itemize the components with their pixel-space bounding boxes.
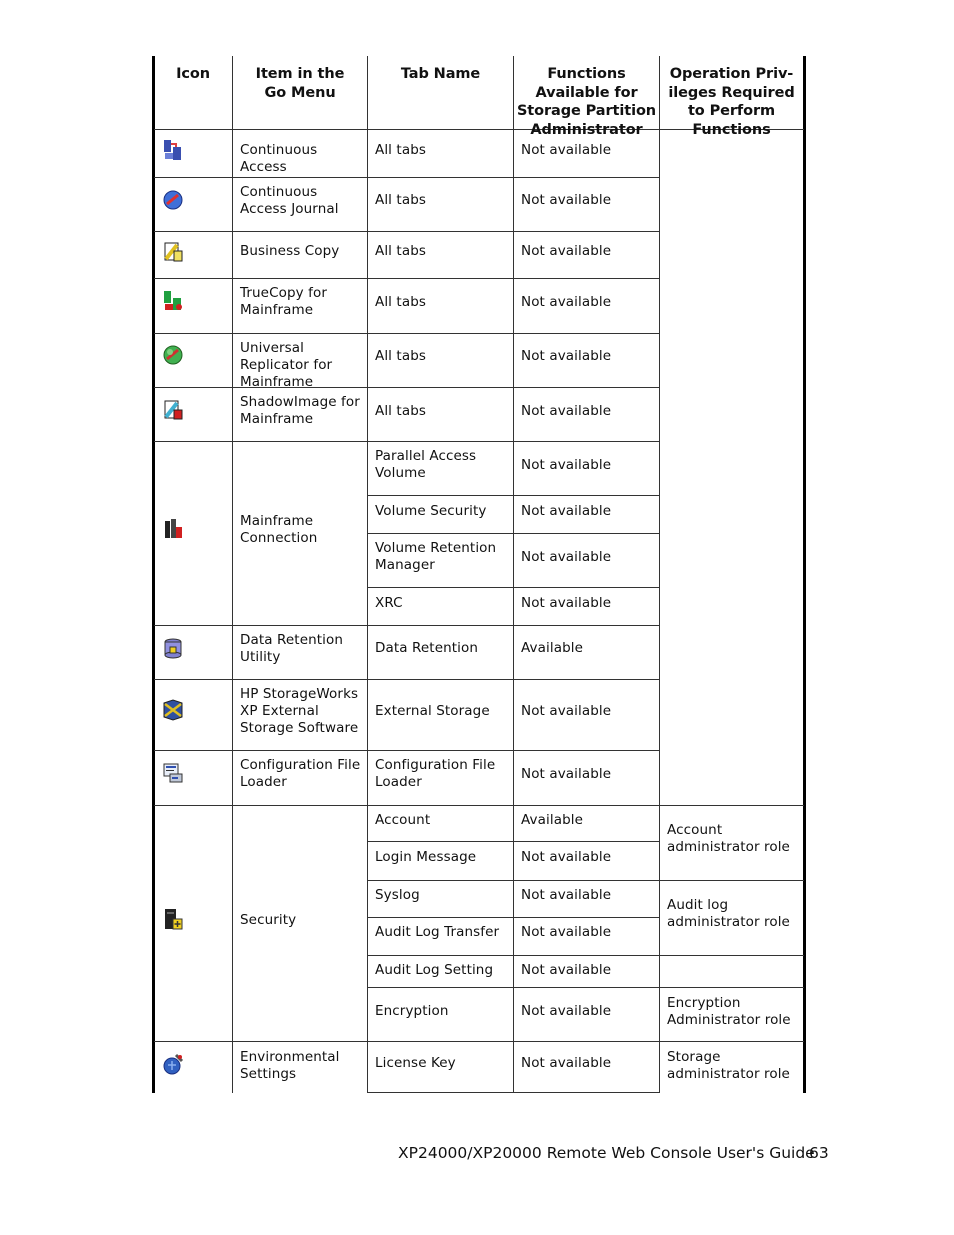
function-not-available: Not available bbox=[521, 243, 612, 259]
row-sep bbox=[154, 387, 659, 388]
tab-configuration-file-loader: Configuration File Loader bbox=[375, 757, 496, 790]
item-shadowimage-mainframe: ShadowImage for Mainframe bbox=[240, 394, 360, 427]
header-functions: Functions Available for Storage Partition Administrator bbox=[516, 66, 657, 138]
shadowimage-mainframe-icon bbox=[162, 399, 184, 421]
privilege-audit-log-admin: Audit log administrator role bbox=[667, 897, 790, 930]
item-mainframe-connection: Mainframe Connection bbox=[240, 513, 318, 546]
row-sep bbox=[367, 917, 659, 918]
environmental-settings-icon bbox=[162, 1053, 184, 1075]
row-sep bbox=[154, 625, 659, 626]
tab-xrc: XRC bbox=[375, 595, 403, 611]
continuous-access-journal-icon bbox=[162, 189, 184, 211]
page-number: 63 bbox=[809, 1144, 829, 1162]
tab-all-tabs: All tabs bbox=[375, 192, 426, 208]
row-sep bbox=[154, 750, 659, 751]
tab-data-retention: Data Retention bbox=[375, 640, 479, 656]
mainframe-connection-icon bbox=[162, 518, 184, 540]
row-sep bbox=[367, 533, 659, 534]
privilege-account-admin: Account administrator role bbox=[667, 822, 790, 855]
function-not-available: Not available bbox=[521, 595, 612, 611]
row-sep bbox=[367, 987, 804, 988]
function-not-available: Not available bbox=[521, 766, 612, 782]
row-sep bbox=[367, 841, 659, 842]
row-sep bbox=[154, 231, 659, 232]
tab-account: Account bbox=[375, 812, 431, 828]
item-configuration-file-loader: Configuration File Loader bbox=[240, 757, 361, 790]
function-not-available: Not available bbox=[521, 962, 612, 978]
col-sep bbox=[659, 56, 660, 1093]
tab-license-key: License Key bbox=[375, 1055, 456, 1071]
function-not-available: Not available bbox=[521, 703, 612, 719]
row-sep bbox=[154, 177, 659, 178]
row-sep bbox=[154, 441, 659, 442]
function-not-available: Not available bbox=[521, 1055, 612, 1071]
header-privileges: Operation Priv- ileges Required to Perform Functions bbox=[668, 66, 795, 138]
function-not-available: Not available bbox=[521, 503, 612, 519]
col-sep bbox=[513, 56, 514, 1093]
data-retention-icon bbox=[162, 637, 184, 659]
footer-title: XP24000/XP20000 Remote Web Console User's Guide bbox=[398, 1144, 815, 1162]
item-truecopy-mainframe: TrueCopy for Mainframe bbox=[240, 285, 327, 318]
function-not-available: Not available bbox=[521, 549, 612, 565]
row-sep bbox=[154, 805, 804, 806]
tab-audit-log-transfer: Audit Log Transfer bbox=[375, 924, 500, 940]
row-sep bbox=[367, 1092, 659, 1093]
function-not-available: Not available bbox=[521, 403, 612, 419]
item-universal-replicator-mainframe: Universal Replicator for Mainframe bbox=[240, 340, 333, 390]
row-sep bbox=[154, 1041, 804, 1042]
item-external-storage-software: HP StorageWorks XP External Storage Software bbox=[240, 686, 359, 736]
header-item: Item in the Go Menu bbox=[255, 66, 345, 101]
function-not-available: Not available bbox=[521, 887, 612, 903]
external-storage-icon bbox=[162, 699, 184, 721]
privilege-encryption-admin: Encryption Administrator role bbox=[667, 995, 791, 1028]
item-continuous-access: Continuous Access bbox=[240, 142, 318, 175]
tab-audit-log-setting: Audit Log Setting bbox=[375, 962, 494, 978]
function-not-available: Not available bbox=[521, 849, 612, 865]
tab-syslog: Syslog bbox=[375, 887, 420, 903]
item-security: Security bbox=[240, 912, 297, 928]
business-copy-icon bbox=[162, 241, 184, 263]
item-continuous-access-journal: Continuous Access Journal bbox=[240, 184, 339, 217]
row-sep bbox=[367, 955, 804, 956]
function-not-available: Not available bbox=[521, 924, 612, 940]
row-sep bbox=[367, 587, 659, 588]
row-sep bbox=[367, 880, 804, 881]
row-sep bbox=[154, 278, 659, 279]
header-icon: Icon bbox=[176, 66, 210, 82]
row-sep bbox=[154, 333, 659, 334]
tab-encryption: Encryption bbox=[375, 1003, 449, 1019]
function-not-available: Not available bbox=[521, 142, 612, 158]
tab-login-message: Login Message bbox=[375, 849, 477, 865]
row-sep bbox=[367, 495, 659, 496]
tab-volume-retention-manager: Volume Retention Manager bbox=[375, 540, 497, 573]
tab-all-tabs: All tabs bbox=[375, 142, 426, 158]
tab-volume-security: Volume Security bbox=[375, 503, 487, 519]
tab-external-storage: External Storage bbox=[375, 703, 490, 719]
function-not-available: Not available bbox=[521, 294, 612, 310]
function-available: Available bbox=[521, 812, 584, 828]
col-sep bbox=[232, 56, 233, 1093]
universal-replicator-mainframe-icon bbox=[162, 344, 184, 366]
security-icon bbox=[162, 908, 184, 930]
function-not-available: Not available bbox=[521, 1003, 612, 1019]
col-sep bbox=[367, 56, 368, 1093]
tab-parallel-access-volume: Parallel Access Volume bbox=[375, 448, 477, 481]
item-environmental-settings: Environmental Settings bbox=[240, 1049, 340, 1082]
header-tab-name: Tab Name bbox=[400, 66, 481, 82]
tab-all-tabs: All tabs bbox=[375, 243, 426, 259]
function-not-available: Not available bbox=[521, 192, 612, 208]
configuration-file-loader-icon bbox=[162, 762, 184, 784]
item-data-retention-utility: Data Retention Utility bbox=[240, 632, 344, 665]
continuous-access-icon bbox=[162, 139, 184, 161]
item-business-copy: Business Copy bbox=[240, 243, 340, 259]
function-not-available: Not available bbox=[521, 348, 612, 364]
table-left-border bbox=[152, 56, 155, 1093]
tab-all-tabs: All tabs bbox=[375, 348, 426, 364]
tab-all-tabs: All tabs bbox=[375, 403, 426, 419]
table-right-border bbox=[803, 56, 806, 1093]
function-not-available: Not available bbox=[521, 457, 612, 473]
tab-all-tabs: All tabs bbox=[375, 294, 426, 310]
row-sep bbox=[154, 679, 659, 680]
function-available: Available bbox=[521, 640, 584, 656]
truecopy-mainframe-icon bbox=[162, 290, 184, 312]
privilege-storage-admin: Storage administrator role bbox=[667, 1049, 790, 1082]
privileges-table bbox=[154, 56, 806, 1093]
